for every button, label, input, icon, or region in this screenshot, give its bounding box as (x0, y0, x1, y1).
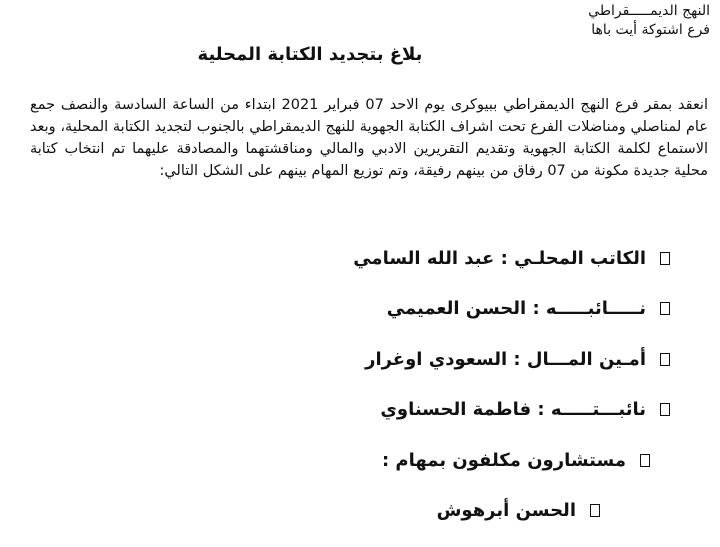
member-text: أمـين المـــال : السعودي اوغرار (365, 348, 646, 370)
square-bullet-icon (660, 252, 670, 265)
branch-name: فرع اشتوكة أيت باها (591, 22, 710, 38)
square-bullet-icon (640, 454, 650, 467)
member-text: نـــــائبـــــه : الحسن العميمي (386, 298, 646, 319)
organization-name: النهج الديمـــــقراطي (588, 3, 710, 19)
document-title: بلاغ بتجديد الكتابة المحلية (197, 44, 423, 65)
member-secretary (270, 244, 670, 272)
member-advisor (270, 497, 600, 525)
square-bullet-icon (660, 353, 670, 366)
member-text: الكاتب المحلـي : عبد الله السامي (353, 247, 646, 269)
square-bullet-icon (660, 403, 670, 416)
document-body-paragraph: انعقد بمقر فرع النهج الديمقراطي ببيوكرى يوم الاحد 07 فبراير 2021 ابتداء من الساعة السادسة والنصف جمع عام لمناصلي ومناضلات الفرع تحت اشراف الكتابة الجهوية للنهج الديمقراطي بالجنوب لتجديد الكتابة المحلية، وبعد الاستماع لكلمة الكتابة الجهوية وتقديم التقريرين الادبي والمالي ومناقشتهما والمصادقة عليهما تم انتخاب كتابة محلية جديدة مكونة من 07 رفاق من بينهم رفيقة، وتم توزيع المهام بينهم على الشكل التالي: (30, 97, 709, 179)
member-text: مستشارون مكلفون بمهام : (381, 449, 626, 471)
organization-header (450, 2, 710, 40)
square-bullet-icon (660, 302, 670, 315)
member-text: الحسن أبرهوش (436, 500, 576, 521)
member-treasurer (270, 345, 670, 373)
members-advisors-heading (270, 446, 650, 474)
member-text: نائبـــتـــــه : فاطمة الحسناوي (380, 399, 646, 420)
member-deputy-secretary (270, 295, 670, 323)
member-deputy-treasurer (270, 396, 670, 424)
members-list (270, 244, 670, 547)
square-bullet-icon (590, 504, 600, 517)
